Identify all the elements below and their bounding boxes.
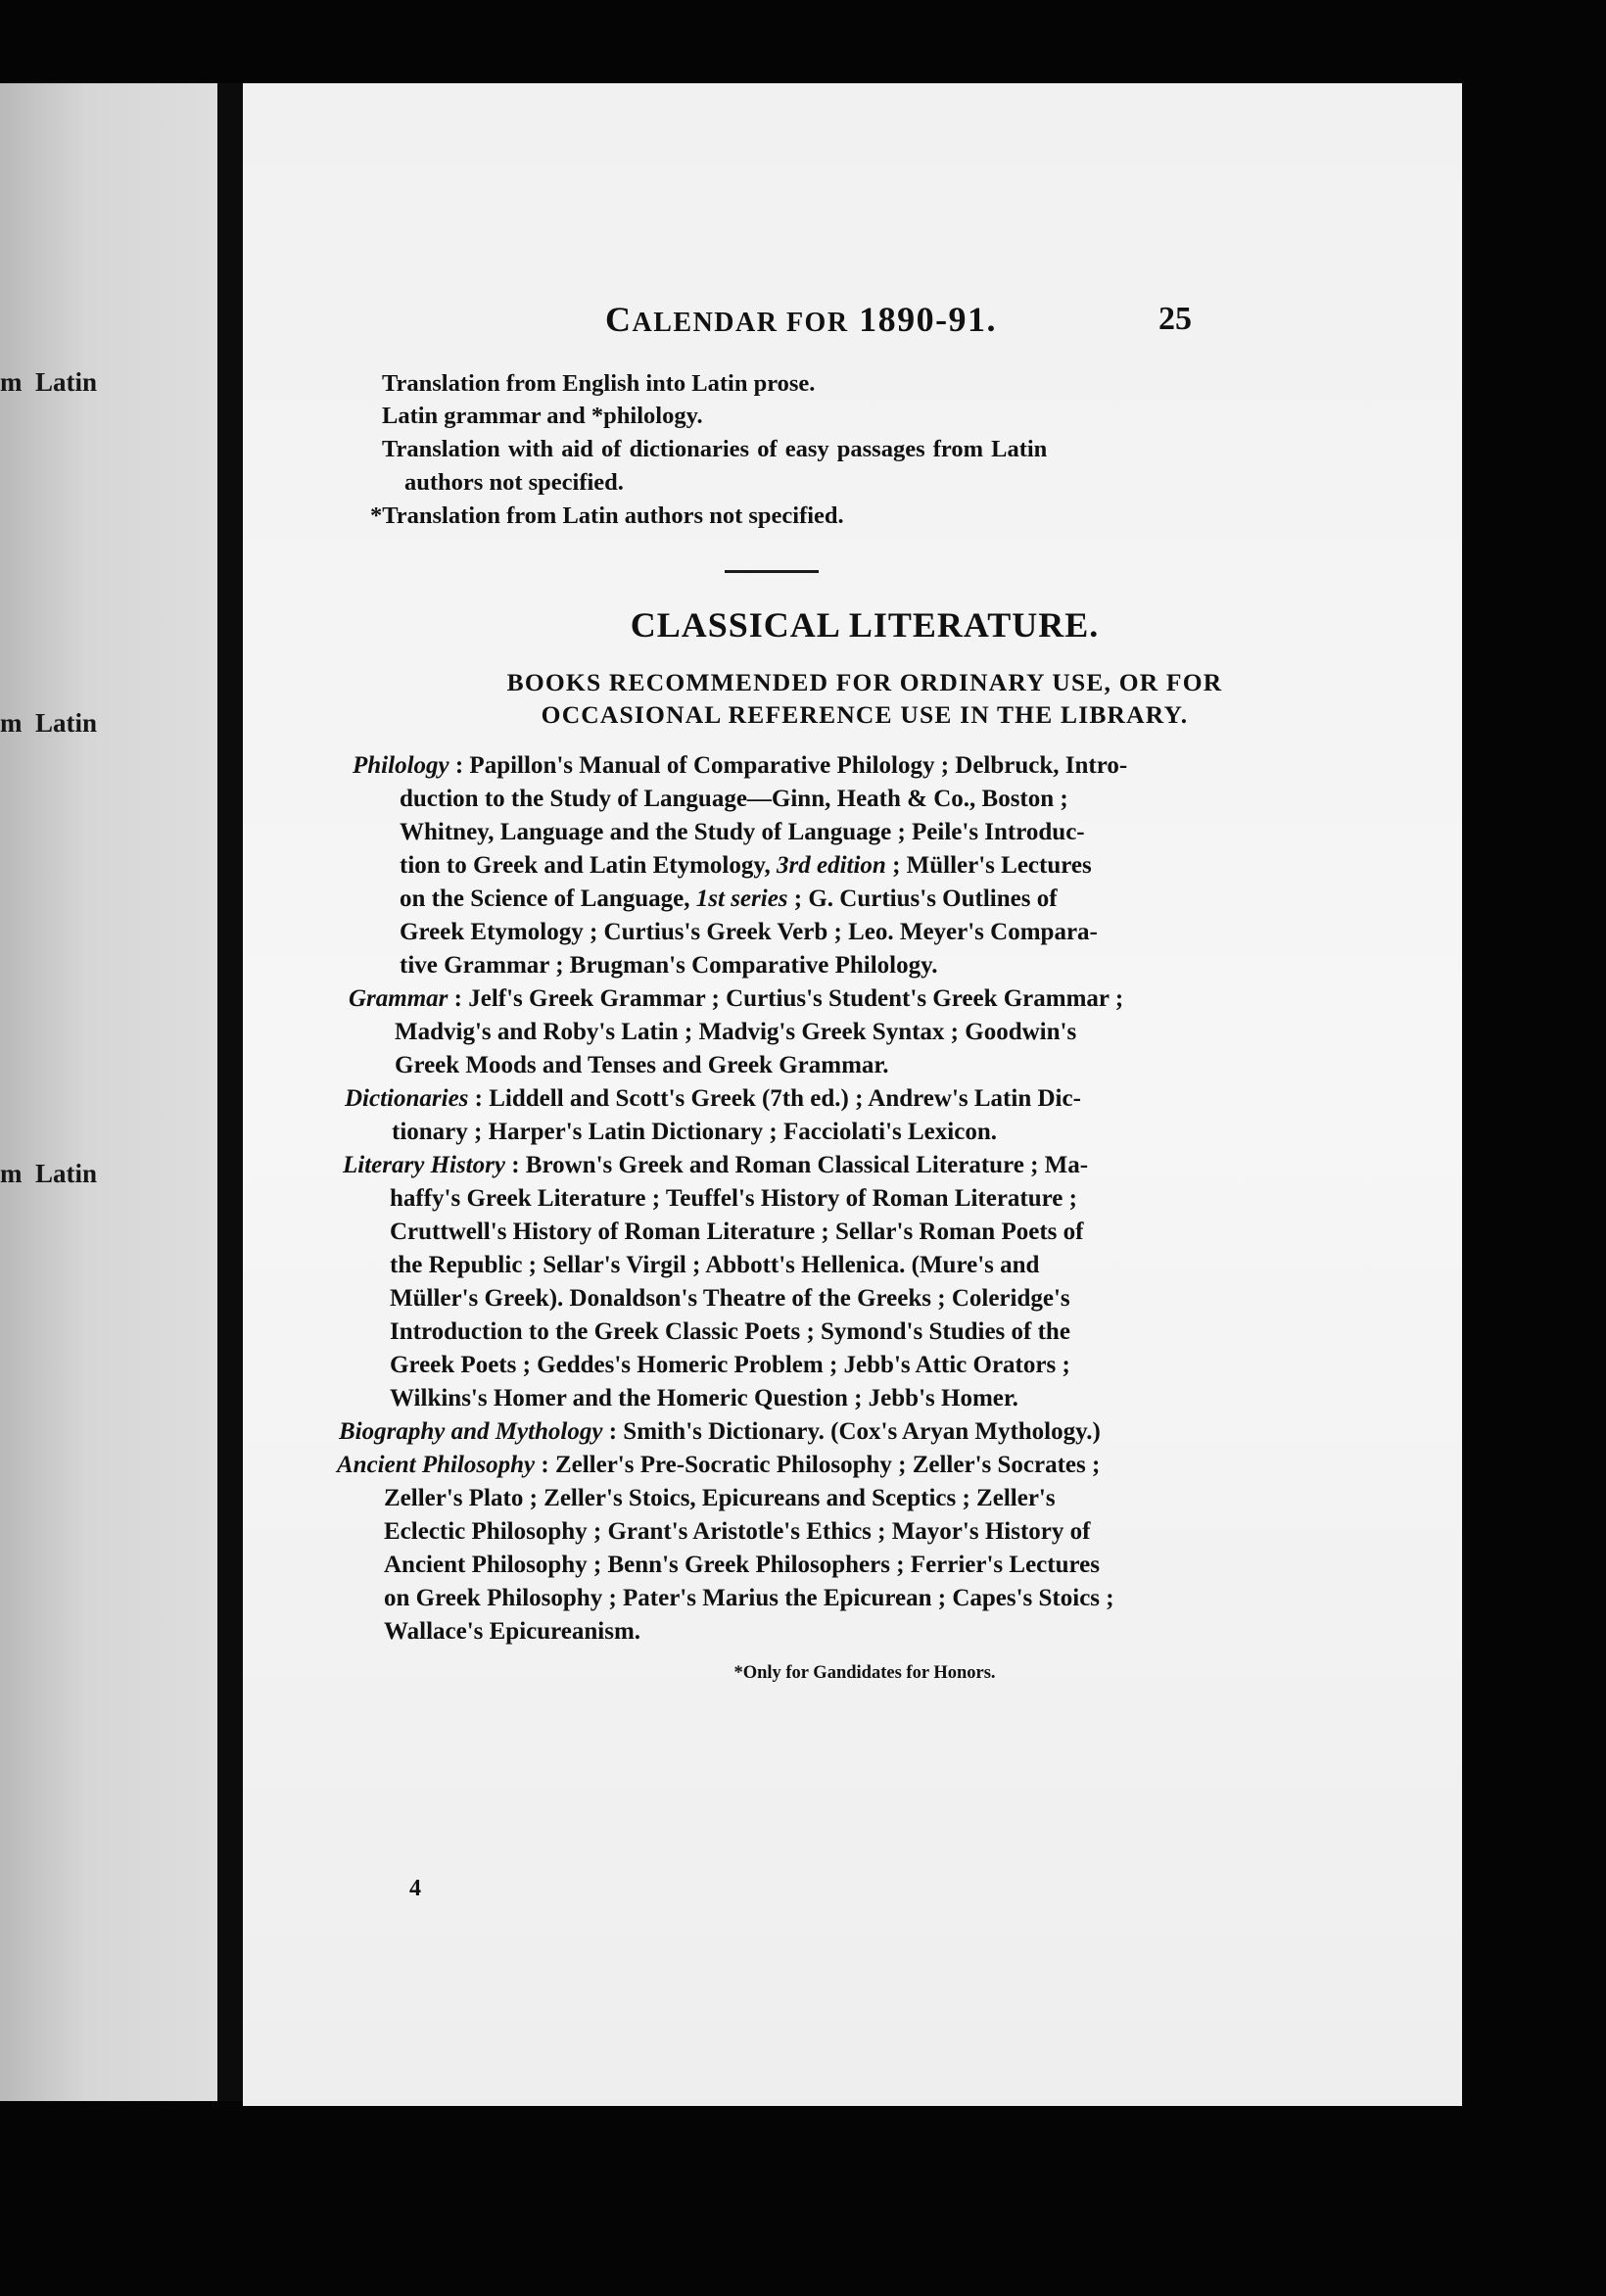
entry-philology: Philology : Papillon's Manual of Comparative Philology ; Delbruck, Intro-: [353, 752, 1128, 779]
entry-line: Madvig's and Roby's Latin ; Madvig's Greek Syntax ; Goodwin's: [395, 1019, 1077, 1045]
entry-dictionaries: Dictionaries : Liddell and Scott's Greek (7th ed.) ; Andrew's Latin Dic-: [345, 1085, 1081, 1112]
entry-line: Eclectic Philosophy ; Grant's Aristotle's Ethics ; Mayor's History of: [384, 1518, 1091, 1545]
section-subheading: BOOKS RECOMMENDED FOR ORDINARY USE, OR FOR: [506, 668, 1223, 696]
entry-line: Whitney, Language and the Study of Language ; Peile's Introduc-: [400, 819, 1085, 845]
entry-label: Literary History: [343, 1152, 505, 1178]
entry-label: Ancient Philosophy: [337, 1452, 536, 1478]
entry-line: Ancient Philosophy ; Benn's Greek Philosophers ; Ferrier's Lectures: [384, 1552, 1100, 1578]
section-title: CLASSICAL LITERATURE.: [630, 605, 1100, 645]
running-head: [605, 299, 997, 340]
running-head-year: 1890-91.: [859, 300, 998, 339]
entry-line: Greek Poets ; Geddes's Homeric Problem ; Jebb's Attic Orators ;: [390, 1352, 1070, 1378]
footnote: *Only for Gandidates for Honors.: [733, 1663, 996, 1683]
entry-line: Greek Moods and Tenses and Greek Grammar.: [395, 1052, 889, 1078]
requirement-line: Translation from English into Latin prose.: [382, 370, 816, 397]
book-page: [243, 83, 1462, 2106]
entry-literary-history: Literary History : Brown's Greek and Roman Classical Literature ; Ma-: [343, 1152, 1089, 1178]
entry-line: on Greek Philosophy ; Pater's Marius the Epicurean ; Capes's Stoics ;: [384, 1585, 1114, 1611]
entry-line: duction to the Study of Language—Ginn, Heath & Co., Boston ;: [400, 786, 1068, 812]
entry-ancient-philosophy: Ancient Philosophy : Zeller's Pre-Socratic Philosophy ; Zeller's Socrates ;: [337, 1452, 1101, 1478]
entry-line: Cruttwell's History of Roman Literature ; Sellar's Roman Poets of: [390, 1219, 1084, 1245]
signature-mark: 4: [409, 1876, 421, 1901]
requirement-line: authors not specified.: [404, 469, 624, 496]
entry-biography-mythology: Biography and Mythology : Smith's Dictionary. (Cox's Aryan Mythology.): [339, 1418, 1101, 1445]
running-head-initial: C: [605, 300, 633, 339]
section-subheading: OCCASIONAL REFERENCE USE IN THE LIBRARY.: [541, 700, 1189, 729]
left-page-line: m Latin: [0, 367, 98, 397]
entry-label: Grammar: [349, 985, 449, 1012]
page-number: 25: [1158, 301, 1192, 337]
entry-label: Dictionaries: [345, 1085, 469, 1112]
entry-line: Wallace's Epicureanism.: [384, 1618, 641, 1645]
entry-line: Müller's Greek). Donaldson's Theatre of the Greeks ; Coleridge's: [390, 1285, 1070, 1312]
previous-page-strip: [0, 83, 217, 2101]
entry-line: Wilkins's Homer and the Homeric Question ; Jebb's Homer.: [390, 1385, 1018, 1411]
entry-line: haffy's Greek Literature ; Teuffel's History of Roman Literature ;: [390, 1185, 1077, 1212]
requirement-line: Latin grammar and *philology.: [382, 403, 703, 429]
entry-line: the Republic ; Sellar's Virgil ; Abbott's Hellenica. (Mure's and: [390, 1252, 1040, 1278]
entry-label: Philology: [353, 752, 449, 779]
entry-grammar: Grammar : Jelf's Greek Grammar ; Curtius's Student's Greek Grammar ;: [349, 985, 1124, 1012]
left-page-line: m Latin: [0, 1159, 98, 1188]
running-head-text: ALENDAR FOR: [632, 308, 849, 338]
entry-label: Biography and Mythology: [339, 1418, 603, 1445]
entry-line: tionary ; Harper's Latin Dictionary ; Facciolati's Lexicon.: [392, 1119, 997, 1145]
entry-line: Greek Etymology ; Curtius's Greek Verb ; Leo. Meyer's Compara-: [400, 919, 1098, 945]
entry-line: tive Grammar ; Brugman's Comparative Philology.: [400, 952, 938, 979]
entry-line: Zeller's Plato ; Zeller's Stoics, Epicureans and Sceptics ; Zeller's: [384, 1485, 1056, 1511]
entry-line: on the Science of Language, 1st series ; G. Curtius's Outlines of: [400, 885, 1058, 912]
section-divider: [725, 570, 819, 573]
entry-line: tion to Greek and Latin Etymology, 3rd edition ; Müller's Lectures: [400, 852, 1092, 879]
page-gutter: [217, 83, 243, 2101]
left-page-line: m Latin: [0, 708, 98, 738]
requirement-line: Translation with aid of dictionaries of easy passages from Latin: [382, 436, 1048, 462]
entry-line: Introduction to the Greek Classic Poets ; Symond's Studies of the: [390, 1318, 1070, 1345]
requirement-line: *Translation from Latin authors not specified.: [370, 502, 844, 529]
